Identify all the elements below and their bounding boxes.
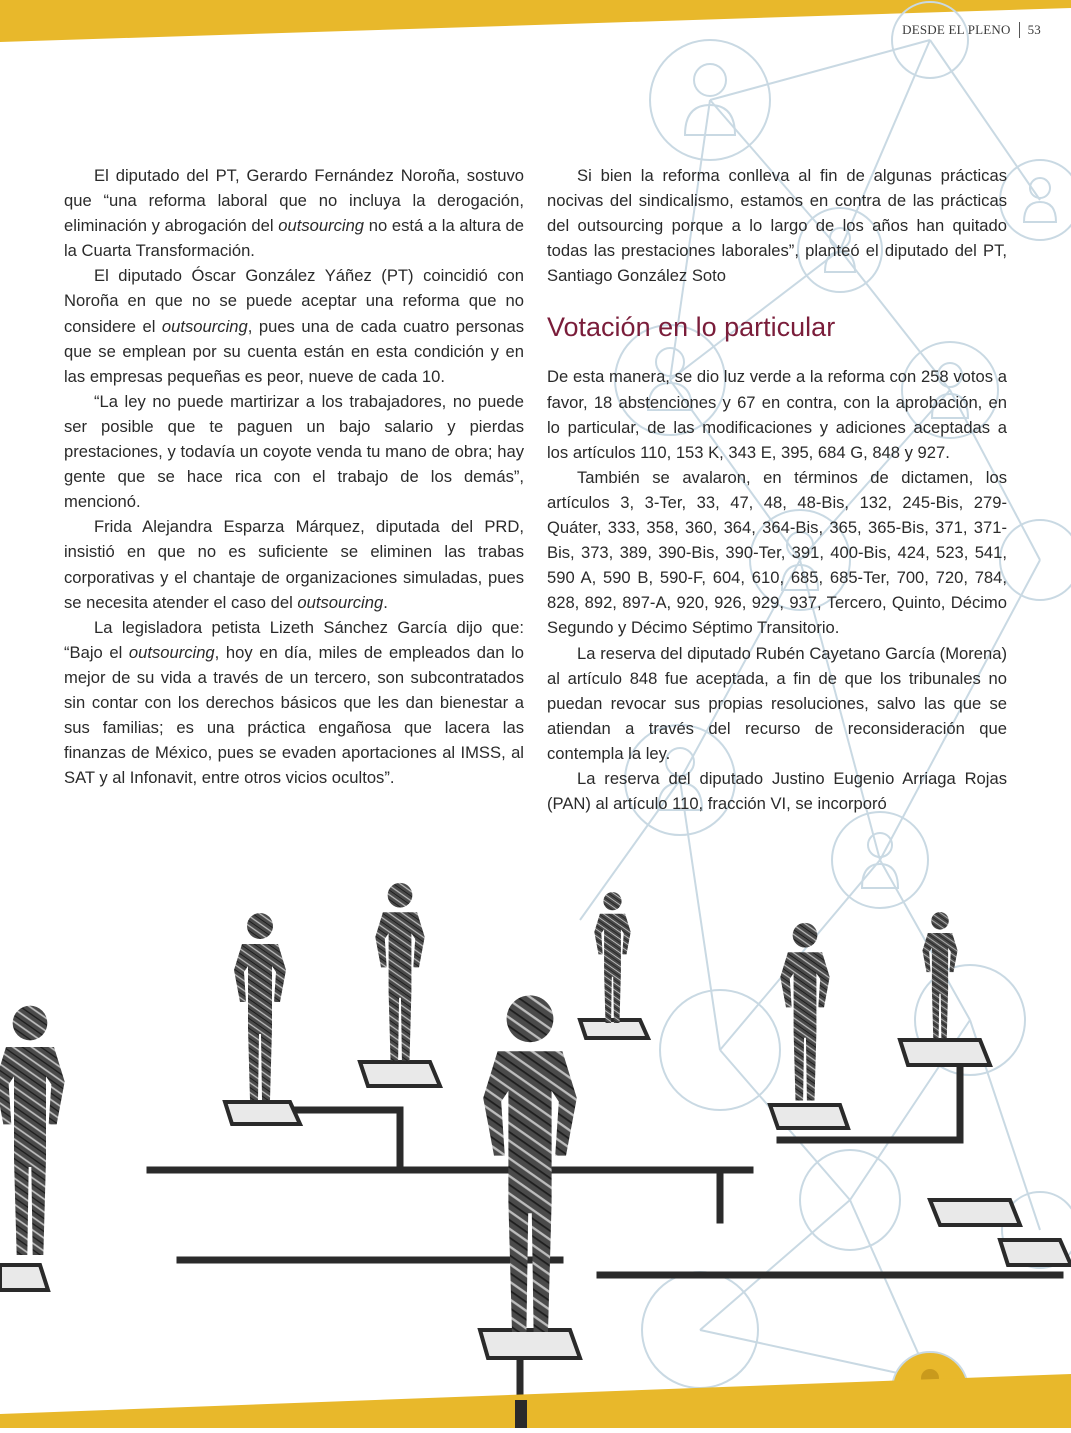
paragraph: El diputado del PT, Gerardo Fernández Noroña, sostuvo que “una reforma laboral que no incluya la derogación, eliminación y abrogación del outsourcing no está a la altura de la Cuarta Transformación. <box>64 166 524 261</box>
section-title: DESDE EL PLENO <box>902 22 1011 37</box>
running-header <box>902 22 1041 38</box>
paragraph: El diputado Óscar González Yáñez (PT) coincidió con Noroña en que no se puede aceptar una reforma que no considere el outsourcing, pues una de cada cuatro personas que se emplean por su cuenta están en esta condición y en las empresas pequeñas es peor, nueve de cada 10. <box>64 266 524 386</box>
left-column <box>64 163 524 790</box>
paragraph: Frida Alejandra Esparza Márquez, diputada del PRD, insistió en que no es suficiente se eliminen las trabas corporativas y el chantaje de organizaciones simuladas, pues se necesita atender el caso del outsourcing. <box>64 517 524 612</box>
paragraph: La reserva del diputado Rubén Cayetano García (Morena) al artículo 848 fue aceptada, a fin de que los tribunales no puedan revocar sus propias resoluciones, salvo las que se atiendan a través del recurso de reconsideración que contempla la ley. <box>547 643 1007 763</box>
paragraph: “La ley no puede martirizar a los trabajadores, no puede ser posible que te paguen un bajo salario y pierdas prestaciones, y todavía un coyote venda tu mano de obra; hay gente que se hace rica con el trabajo de los demás”, mencionó. <box>64 391 524 512</box>
organizational-network-illustration <box>0 880 1071 1428</box>
paragraph: También se avalaron, en términos de dictamen, los artículos 3, 3-Ter, 33, 47, 48, 48-Bis, 132, 245-Bis, 279-Quáter, 333, 358, 360, 364, 364-Bis, 365, 365-Bis, 371, 371-Bis, 373, 389, 390-Bis, 390-Ter, 391, 400-Bis, 424, 523, 541, 590 A, 590 B, 590-F, 604, 610, 685, 685-Ter, 700, 720, 784, 828, 892, 897-A, 920, 926, 929, 937, Tercero, Quinto, Décimo Segundo y Décimo Séptimo Transitorio. <box>547 467 1007 638</box>
right-column <box>547 163 1007 816</box>
paragraph: De esta manera, se dio luz verde a la reforma con 258 votos a favor, 18 abstenciones y 67 en contra, con la aprobación, en lo particular, de las modificaciones y adiciones aceptadas a los artículos 110, 153 K, 343 E, 395, 684 G, 848 y 927. <box>547 367 1007 462</box>
header-divider <box>1019 22 1020 38</box>
paragraph: La reserva del diputado Justino Eugenio Arriaga Rojas (PAN) al artículo 110, fracción VI, se incorporó <box>547 768 1007 814</box>
bottom-accent-band <box>0 1370 1071 1428</box>
page-number: 53 <box>1027 22 1041 37</box>
paragraph: Si bien la reforma conlleva al fin de algunas prácticas nocivas del sindicalismo, estamos en contra de las prácticas del outsourcing porque a lo largo de los años han quitado todas las prestaciones laborales”, planteó el diputado del PT, Santiago González Soto <box>547 166 1007 286</box>
paragraph: La legisladora petista Lizeth Sánchez García dijo que: “Bajo el outsourcing, hoy en día, miles de empleados dan lo mejor de su vida a través de un tercero, son subcontratados sin contar con los derechos básicos que les dan bienestar a sus familias; es una práctica engañosa que lacera las finanzas de México, pues se evaden aportaciones al IMSS, al SAT y al Infonavit, entre otros vicios ocultos”. <box>64 617 524 788</box>
section-subheading: Votación en lo particular <box>547 312 836 343</box>
